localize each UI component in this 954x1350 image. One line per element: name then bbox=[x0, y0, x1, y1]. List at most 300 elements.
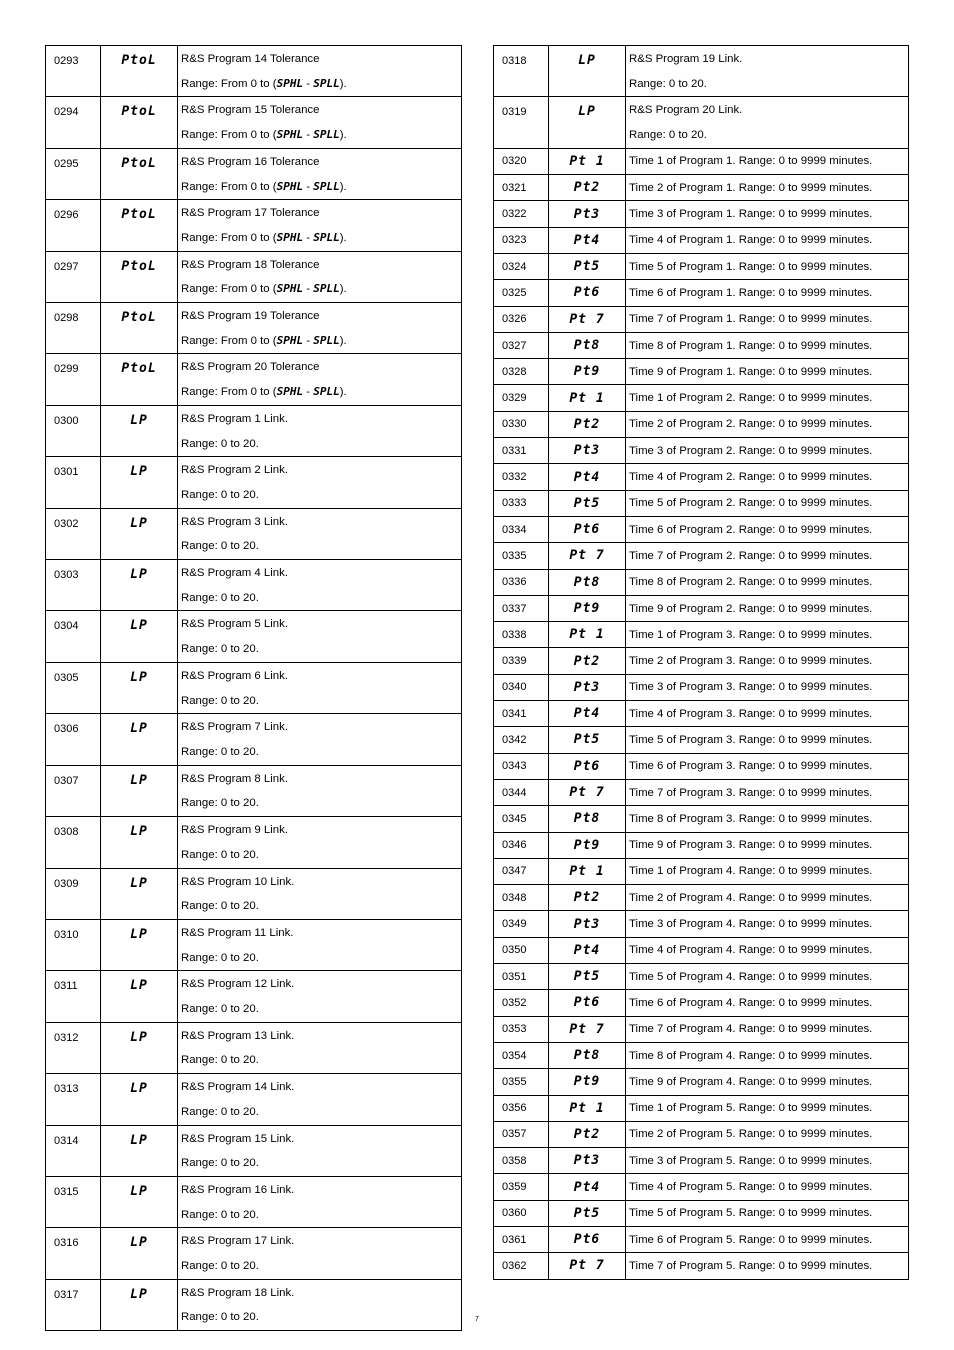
range-line bbox=[181, 226, 461, 251]
table-row bbox=[494, 648, 909, 674]
display-mnemonic: PtoL bbox=[101, 354, 178, 405]
range-line: Range: 0 to 20. bbox=[181, 797, 259, 810]
display-mnemonic: LP bbox=[101, 868, 178, 919]
parameter-description bbox=[178, 97, 462, 148]
range-separator: - bbox=[303, 283, 314, 296]
display-mnemonic: Pt 7 bbox=[549, 779, 626, 805]
register-number: 0302 bbox=[46, 508, 101, 559]
setpoint-high-limit: SPHL bbox=[276, 230, 304, 244]
table-row bbox=[494, 806, 909, 832]
register-number: 0319 bbox=[494, 97, 549, 148]
parameter-description: Time 6 of Program 4. Range: 0 to 9999 minutes. bbox=[626, 990, 909, 1016]
setpoint-low-limit: SPLL bbox=[313, 282, 340, 296]
display-mnemonic: LP bbox=[101, 1228, 178, 1279]
table-row bbox=[494, 964, 909, 990]
table-row bbox=[494, 1226, 909, 1252]
description-line: R&S Program 1 Link. bbox=[181, 412, 288, 425]
table-row bbox=[494, 1095, 909, 1121]
parameter-description bbox=[178, 251, 462, 302]
table-row bbox=[494, 595, 909, 621]
register-number: 0361 bbox=[494, 1226, 549, 1252]
range-line: Range: 0 to 20. bbox=[181, 1105, 259, 1118]
table-row bbox=[46, 148, 462, 199]
left-register-table bbox=[45, 45, 462, 1331]
parameter-description bbox=[178, 611, 462, 662]
description-line: R&S Program 12 Link. bbox=[181, 978, 295, 991]
register-number: 0326 bbox=[494, 306, 549, 332]
register-number: 0304 bbox=[46, 611, 101, 662]
display-mnemonic: LP bbox=[101, 714, 178, 765]
range-suffix: ). bbox=[339, 180, 347, 193]
description-line: R&S Program 6 Link. bbox=[181, 669, 288, 682]
range-prefix: Range: From 0 to ( bbox=[181, 231, 277, 244]
register-number: 0352 bbox=[494, 990, 549, 1016]
parameter-description: Time 5 of Program 2. Range: 0 to 9999 minutes. bbox=[626, 490, 909, 516]
table-row bbox=[494, 464, 909, 490]
register-number: 0337 bbox=[494, 595, 549, 621]
register-number: 0345 bbox=[494, 806, 549, 832]
register-number: 0312 bbox=[46, 1022, 101, 1073]
description-line: R&S Program 14 Link. bbox=[181, 1081, 295, 1094]
table-row bbox=[46, 868, 462, 919]
register-number: 0322 bbox=[494, 201, 549, 227]
register-number: 0357 bbox=[494, 1121, 549, 1147]
parameter-description: Time 6 of Program 3. Range: 0 to 9999 minutes. bbox=[626, 753, 909, 779]
display-mnemonic: Pt3 bbox=[549, 201, 626, 227]
register-number: 0353 bbox=[494, 1016, 549, 1042]
register-number: 0315 bbox=[46, 1176, 101, 1227]
display-mnemonic: Pt5 bbox=[549, 254, 626, 280]
range-line bbox=[181, 277, 461, 302]
table-row bbox=[46, 303, 462, 354]
register-number: 0311 bbox=[46, 971, 101, 1022]
description-line: R&S Program 13 Link. bbox=[181, 1029, 295, 1042]
display-mnemonic: Pt8 bbox=[549, 1042, 626, 1068]
table-row bbox=[494, 832, 909, 858]
parameter-description: Time 1 of Program 4. Range: 0 to 9999 minutes. bbox=[626, 858, 909, 884]
description-line: R&S Program 2 Link. bbox=[181, 464, 288, 477]
display-mnemonic: Pt6 bbox=[549, 280, 626, 306]
display-mnemonic: Pt3 bbox=[549, 438, 626, 464]
description-line: R&S Program 8 Link. bbox=[181, 772, 288, 785]
range-prefix: Range: From 0 to ( bbox=[181, 129, 277, 142]
table-row bbox=[494, 911, 909, 937]
parameter-description: Time 3 of Program 4. Range: 0 to 9999 minutes. bbox=[626, 911, 909, 937]
display-mnemonic: Pt2 bbox=[549, 1121, 626, 1147]
parameter-description: Time 5 of Program 4. Range: 0 to 9999 minutes. bbox=[626, 964, 909, 990]
description-line: R&S Program 7 Link. bbox=[181, 721, 288, 734]
register-number: 0294 bbox=[46, 97, 101, 148]
display-mnemonic: Pt8 bbox=[549, 332, 626, 358]
display-mnemonic: LP bbox=[101, 560, 178, 611]
parameter-description bbox=[178, 765, 462, 816]
table-row bbox=[494, 332, 909, 358]
table-row bbox=[494, 937, 909, 963]
table-row bbox=[494, 858, 909, 884]
table-row bbox=[494, 1042, 909, 1068]
parameter-description bbox=[178, 919, 462, 970]
register-number: 0346 bbox=[494, 832, 549, 858]
parameter-description: Time 8 of Program 3. Range: 0 to 9999 minutes. bbox=[626, 806, 909, 832]
parameter-description bbox=[178, 714, 462, 765]
register-number: 0359 bbox=[494, 1174, 549, 1200]
register-number: 0338 bbox=[494, 622, 549, 648]
parameter-description: Time 1 of Program 2. Range: 0 to 9999 minutes. bbox=[626, 385, 909, 411]
range-line: Range: 0 to 20. bbox=[181, 900, 259, 913]
display-mnemonic: LP bbox=[549, 46, 626, 97]
range-line: Range: 0 to 20. bbox=[181, 951, 259, 964]
display-mnemonic: LP bbox=[101, 457, 178, 508]
table-row bbox=[46, 765, 462, 816]
description-line: R&S Program 16 Tolerance bbox=[181, 155, 320, 168]
display-mnemonic: Pt3 bbox=[549, 674, 626, 700]
register-number: 0360 bbox=[494, 1200, 549, 1226]
table-row bbox=[494, 516, 909, 542]
table-row bbox=[46, 971, 462, 1022]
range-suffix: ). bbox=[339, 334, 347, 347]
display-mnemonic: LP bbox=[101, 662, 178, 713]
table-row bbox=[494, 753, 909, 779]
description-line: R&S Program 3 Link. bbox=[181, 515, 288, 528]
table-row bbox=[46, 354, 462, 405]
range-line: Range: 0 to 20. bbox=[181, 848, 259, 861]
parameter-description bbox=[178, 200, 462, 251]
display-mnemonic: Pt6 bbox=[549, 753, 626, 779]
parameter-description: Time 9 of Program 1. Range: 0 to 9999 minutes. bbox=[626, 359, 909, 385]
parameter-description: Time 6 of Program 5. Range: 0 to 9999 minutes. bbox=[626, 1226, 909, 1252]
register-number: 0298 bbox=[46, 303, 101, 354]
register-number: 0343 bbox=[494, 753, 549, 779]
table-row bbox=[494, 97, 909, 148]
table-row bbox=[46, 662, 462, 713]
parameter-description bbox=[178, 148, 462, 199]
display-mnemonic: Pt6 bbox=[549, 516, 626, 542]
description-line: R&S Program 16 Link. bbox=[181, 1183, 295, 1196]
display-mnemonic: Pt6 bbox=[549, 990, 626, 1016]
register-number: 0342 bbox=[494, 727, 549, 753]
parameter-description: Time 9 of Program 4. Range: 0 to 9999 minutes. bbox=[626, 1069, 909, 1095]
parameter-description: Time 2 of Program 5. Range: 0 to 9999 minutes. bbox=[626, 1121, 909, 1147]
table-row bbox=[46, 46, 462, 97]
register-number: 0329 bbox=[494, 385, 549, 411]
range-line: Range: 0 to 20. bbox=[181, 591, 259, 604]
table-row bbox=[494, 622, 909, 648]
parameter-description: Time 2 of Program 1. Range: 0 to 9999 minutes. bbox=[626, 175, 909, 201]
parameter-description: Time 3 of Program 2. Range: 0 to 9999 minutes. bbox=[626, 438, 909, 464]
register-number: 0330 bbox=[494, 411, 549, 437]
parameter-description bbox=[178, 46, 462, 97]
parameter-description bbox=[178, 1228, 462, 1279]
range-prefix: Range: From 0 to ( bbox=[181, 180, 277, 193]
table-row bbox=[494, 1121, 909, 1147]
description-line: R&S Program 15 Link. bbox=[181, 1132, 295, 1145]
register-number: 0296 bbox=[46, 200, 101, 251]
range-line bbox=[181, 72, 461, 97]
register-number: 0295 bbox=[46, 148, 101, 199]
display-mnemonic: Pt 1 bbox=[549, 148, 626, 174]
register-number: 0316 bbox=[46, 1228, 101, 1279]
display-mnemonic: Pt2 bbox=[549, 411, 626, 437]
display-mnemonic: LP bbox=[101, 765, 178, 816]
parameter-description: Time 3 of Program 5. Range: 0 to 9999 minutes. bbox=[626, 1148, 909, 1174]
display-mnemonic: LP bbox=[101, 508, 178, 559]
display-mnemonic: Pt 7 bbox=[549, 1253, 626, 1279]
display-mnemonic: Pt 7 bbox=[549, 1016, 626, 1042]
register-number: 0339 bbox=[494, 648, 549, 674]
table-row bbox=[46, 97, 462, 148]
range-line: Range: 0 to 20. bbox=[181, 1003, 259, 1016]
description-line: R&S Program 9 Link. bbox=[181, 824, 288, 837]
register-number: 0313 bbox=[46, 1074, 101, 1125]
display-mnemonic: LP bbox=[101, 919, 178, 970]
description-line: R&S Program 11 Link. bbox=[181, 926, 294, 939]
table-row bbox=[46, 1074, 462, 1125]
range-prefix: Range: From 0 to ( bbox=[181, 77, 277, 90]
range-line bbox=[181, 380, 461, 405]
register-number: 0355 bbox=[494, 1069, 549, 1095]
table-row bbox=[46, 457, 462, 508]
display-mnemonic: LP bbox=[101, 405, 178, 456]
display-mnemonic: LP bbox=[101, 1279, 178, 1330]
range-line: Range: 0 to 20. bbox=[181, 694, 259, 707]
register-number: 0362 bbox=[494, 1253, 549, 1279]
range-line: Range: 0 to 20. bbox=[181, 1260, 259, 1273]
range-line: Range: 0 to 20. bbox=[181, 1311, 259, 1324]
register-number: 0297 bbox=[46, 251, 101, 302]
range-suffix: ). bbox=[339, 386, 347, 399]
table-row bbox=[494, 385, 909, 411]
display-mnemonic: Pt8 bbox=[549, 806, 626, 832]
register-number: 0293 bbox=[46, 46, 101, 97]
table-row bbox=[494, 306, 909, 332]
table-row bbox=[494, 490, 909, 516]
range-line: Range: 0 to 20. bbox=[181, 1157, 259, 1170]
setpoint-low-limit: SPLL bbox=[313, 333, 340, 347]
page-number: 7 bbox=[475, 1316, 479, 1323]
range-prefix: Range: From 0 to ( bbox=[181, 386, 277, 399]
display-mnemonic: Pt2 bbox=[549, 175, 626, 201]
range-line: Range: 0 to 20. bbox=[181, 1054, 259, 1067]
parameter-description: Time 6 of Program 1. Range: 0 to 9999 minutes. bbox=[626, 280, 909, 306]
setpoint-low-limit: SPLL bbox=[313, 179, 340, 193]
parameter-description: Time 8 of Program 4. Range: 0 to 9999 minutes. bbox=[626, 1042, 909, 1068]
parameter-description: Time 1 of Program 3. Range: 0 to 9999 minutes. bbox=[626, 622, 909, 648]
register-number: 0318 bbox=[494, 46, 549, 97]
description-line: R&S Program 17 Tolerance bbox=[181, 207, 320, 220]
display-mnemonic: LP bbox=[101, 971, 178, 1022]
table-row bbox=[494, 1148, 909, 1174]
display-mnemonic: Pt4 bbox=[549, 701, 626, 727]
table-row bbox=[494, 1200, 909, 1226]
parameter-description: Time 7 of Program 2. Range: 0 to 9999 minutes. bbox=[626, 543, 909, 569]
register-number: 0332 bbox=[494, 464, 549, 490]
display-mnemonic: Pt 1 bbox=[549, 1095, 626, 1121]
range-separator: - bbox=[303, 129, 314, 142]
description-line: R&S Program 18 Tolerance bbox=[181, 258, 320, 271]
range-line: Range: 0 to 20. bbox=[181, 437, 259, 450]
setpoint-high-limit: SPHL bbox=[276, 128, 304, 142]
display-mnemonic: LP bbox=[101, 1176, 178, 1227]
table-row bbox=[46, 1228, 462, 1279]
display-mnemonic: LP bbox=[101, 611, 178, 662]
parameter-description: Time 5 of Program 1. Range: 0 to 9999 minutes. bbox=[626, 254, 909, 280]
parameter-description: Time 5 of Program 5. Range: 0 to 9999 minutes. bbox=[626, 1200, 909, 1226]
register-number: 0348 bbox=[494, 885, 549, 911]
table-row bbox=[46, 560, 462, 611]
table-row bbox=[46, 251, 462, 302]
parameter-description bbox=[178, 354, 462, 405]
display-mnemonic: Pt9 bbox=[549, 1069, 626, 1095]
register-number: 0314 bbox=[46, 1125, 101, 1176]
table-row bbox=[494, 885, 909, 911]
table-row bbox=[494, 254, 909, 280]
parameter-description: Time 6 of Program 2. Range: 0 to 9999 minutes. bbox=[626, 516, 909, 542]
parameter-description bbox=[178, 405, 462, 456]
parameter-description bbox=[626, 97, 909, 148]
display-mnemonic: Pt 7 bbox=[549, 306, 626, 332]
display-mnemonic: Pt9 bbox=[549, 595, 626, 621]
table-row bbox=[46, 1176, 462, 1227]
display-mnemonic: Pt5 bbox=[549, 490, 626, 516]
display-mnemonic: Pt3 bbox=[549, 1148, 626, 1174]
register-number: 0301 bbox=[46, 457, 101, 508]
table-row bbox=[494, 46, 909, 97]
parameter-description bbox=[626, 46, 909, 97]
description-line: R&S Program 15 Tolerance bbox=[181, 104, 320, 117]
table-row bbox=[46, 611, 462, 662]
display-mnemonic: Pt 7 bbox=[549, 543, 626, 569]
parameter-description: Time 4 of Program 4. Range: 0 to 9999 minutes. bbox=[626, 937, 909, 963]
register-number: 0351 bbox=[494, 964, 549, 990]
table-row bbox=[494, 438, 909, 464]
parameter-description bbox=[178, 868, 462, 919]
range-separator: - bbox=[303, 231, 314, 244]
display-mnemonic: Pt8 bbox=[549, 569, 626, 595]
range-prefix: Range: From 0 to ( bbox=[181, 334, 277, 347]
setpoint-high-limit: SPHL bbox=[276, 333, 304, 347]
range-separator: - bbox=[303, 334, 314, 347]
parameter-description: Time 9 of Program 3. Range: 0 to 9999 minutes. bbox=[626, 832, 909, 858]
description-line: R&S Program 19 Tolerance bbox=[181, 310, 320, 323]
setpoint-low-limit: SPLL bbox=[313, 128, 340, 142]
table-row bbox=[494, 148, 909, 174]
register-number: 0358 bbox=[494, 1148, 549, 1174]
parameter-description: Time 3 of Program 1. Range: 0 to 9999 minutes. bbox=[626, 201, 909, 227]
range-line: Range: 0 to 20. bbox=[629, 77, 707, 90]
parameter-description bbox=[178, 817, 462, 868]
display-mnemonic: PtoL bbox=[101, 251, 178, 302]
table-row bbox=[46, 919, 462, 970]
register-number: 0303 bbox=[46, 560, 101, 611]
register-number: 0320 bbox=[494, 148, 549, 174]
register-number: 0340 bbox=[494, 674, 549, 700]
range-suffix: ). bbox=[339, 129, 347, 142]
range-line: Range: 0 to 20. bbox=[629, 129, 707, 142]
display-mnemonic: PtoL bbox=[101, 148, 178, 199]
display-mnemonic: Pt5 bbox=[549, 1200, 626, 1226]
range-line bbox=[181, 123, 461, 148]
display-mnemonic: LP bbox=[549, 97, 626, 148]
table-row bbox=[46, 200, 462, 251]
range-line bbox=[181, 175, 461, 200]
range-line: Range: 0 to 20. bbox=[181, 540, 259, 553]
description-line: R&S Program 19 Link. bbox=[629, 53, 743, 65]
register-number: 0354 bbox=[494, 1042, 549, 1068]
setpoint-high-limit: SPHL bbox=[276, 76, 304, 90]
table-row bbox=[494, 674, 909, 700]
display-mnemonic: LP bbox=[101, 1022, 178, 1073]
display-mnemonic: LP bbox=[101, 1074, 178, 1125]
range-prefix: Range: From 0 to ( bbox=[181, 283, 277, 296]
description-line: R&S Program 18 Link. bbox=[181, 1286, 295, 1299]
range-suffix: ). bbox=[339, 77, 347, 90]
parameter-description bbox=[178, 560, 462, 611]
parameter-description: Time 8 of Program 1. Range: 0 to 9999 minutes. bbox=[626, 332, 909, 358]
register-number: 0310 bbox=[46, 919, 101, 970]
display-mnemonic: Pt3 bbox=[549, 911, 626, 937]
parameter-description bbox=[178, 457, 462, 508]
table-row bbox=[494, 1253, 909, 1279]
table-row bbox=[46, 405, 462, 456]
display-mnemonic: Pt2 bbox=[549, 885, 626, 911]
range-line: Range: 0 to 20. bbox=[181, 745, 259, 758]
register-number: 0307 bbox=[46, 765, 101, 816]
register-number: 0328 bbox=[494, 359, 549, 385]
parameter-description: Time 2 of Program 4. Range: 0 to 9999 minutes. bbox=[626, 885, 909, 911]
display-mnemonic: LP bbox=[101, 1125, 178, 1176]
display-mnemonic: Pt9 bbox=[549, 832, 626, 858]
display-mnemonic: Pt 1 bbox=[549, 858, 626, 884]
right-register-table bbox=[493, 45, 909, 1280]
table-row bbox=[494, 175, 909, 201]
register-number: 0308 bbox=[46, 817, 101, 868]
description-line: R&S Program 14 Tolerance bbox=[181, 53, 320, 65]
parameter-description: Time 7 of Program 1. Range: 0 to 9999 minutes. bbox=[626, 306, 909, 332]
register-number: 0350 bbox=[494, 937, 549, 963]
parameter-description bbox=[178, 1125, 462, 1176]
description-line: R&S Program 10 Link. bbox=[181, 875, 295, 888]
table-row bbox=[494, 779, 909, 805]
parameter-description: Time 8 of Program 2. Range: 0 to 9999 minutes. bbox=[626, 569, 909, 595]
range-line bbox=[181, 329, 461, 354]
setpoint-high-limit: SPHL bbox=[276, 179, 304, 193]
parameter-description: Time 4 of Program 2. Range: 0 to 9999 minutes. bbox=[626, 464, 909, 490]
parameter-description: Time 7 of Program 5. Range: 0 to 9999 minutes. bbox=[626, 1253, 909, 1279]
register-number: 0317 bbox=[46, 1279, 101, 1330]
table-row bbox=[494, 280, 909, 306]
description-line: R&S Program 17 Link. bbox=[181, 1235, 295, 1248]
display-mnemonic: Pt5 bbox=[549, 727, 626, 753]
register-number: 0300 bbox=[46, 405, 101, 456]
description-line: R&S Program 20 Tolerance bbox=[181, 361, 320, 374]
table-row bbox=[494, 1016, 909, 1042]
register-number: 0334 bbox=[494, 516, 549, 542]
range-separator: - bbox=[303, 180, 314, 193]
range-suffix: ). bbox=[339, 283, 347, 296]
setpoint-low-limit: SPLL bbox=[313, 230, 340, 244]
table-row bbox=[494, 543, 909, 569]
register-number: 0299 bbox=[46, 354, 101, 405]
table-row bbox=[46, 817, 462, 868]
parameter-description bbox=[178, 508, 462, 559]
register-number: 0327 bbox=[494, 332, 549, 358]
register-number: 0323 bbox=[494, 227, 549, 253]
table-row bbox=[46, 714, 462, 765]
register-number: 0325 bbox=[494, 280, 549, 306]
parameter-description: Time 4 of Program 3. Range: 0 to 9999 minutes. bbox=[626, 701, 909, 727]
setpoint-high-limit: SPHL bbox=[276, 385, 304, 399]
description-line: R&S Program 5 Link. bbox=[181, 618, 288, 631]
